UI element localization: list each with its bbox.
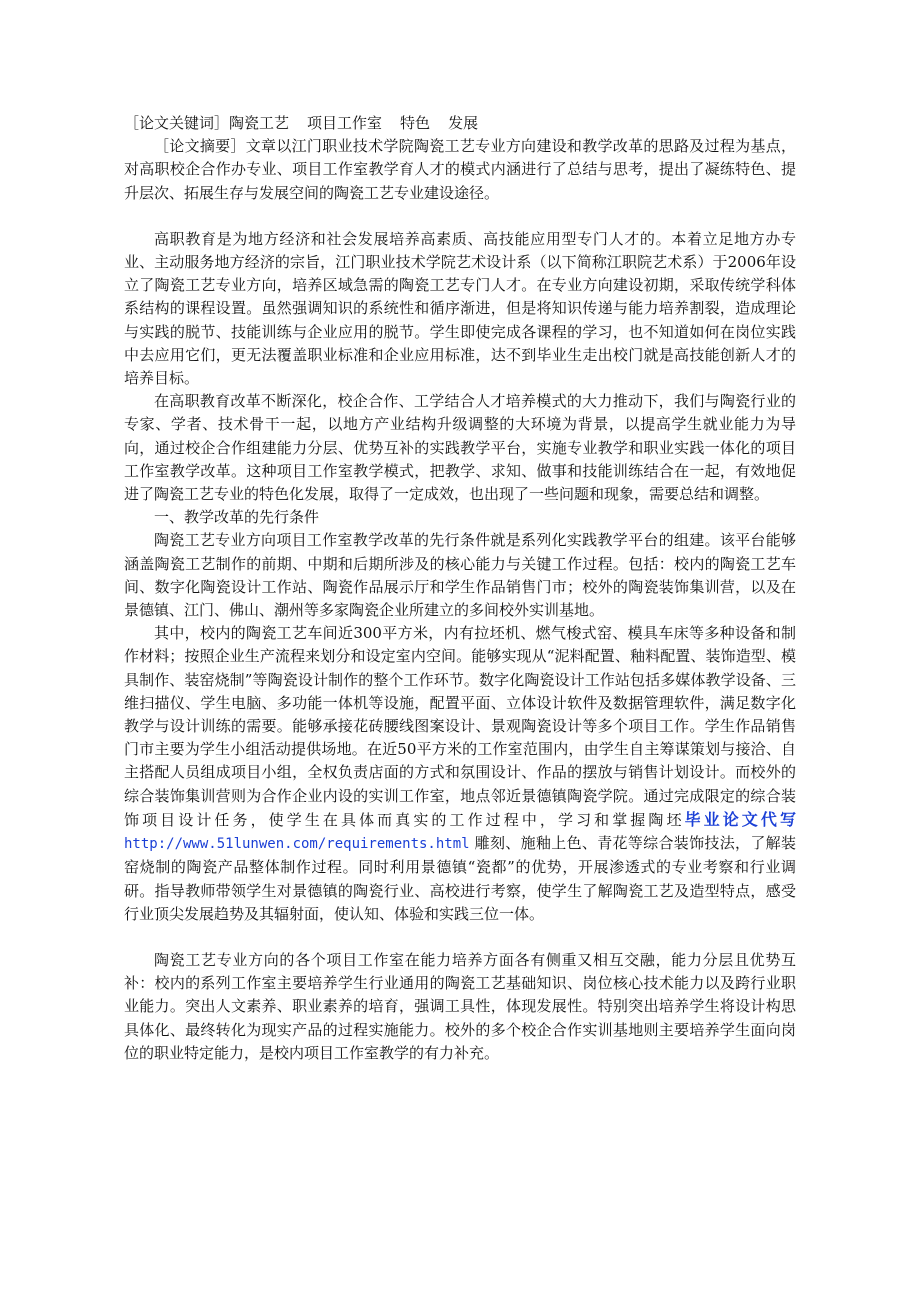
promo-link-url[interactable]: http://www.51lunwen.com/requirements.html xyxy=(124,836,470,853)
keyword-item: 项目工作室 xyxy=(307,114,383,132)
keyword-item: 发展 xyxy=(448,114,479,132)
abstract-label: ［论文摘要］ xyxy=(154,137,246,156)
keyword-item: 陶瓷工艺 xyxy=(229,114,290,132)
keywords-label: ［论文关键词］ xyxy=(124,114,230,132)
abstract-text: 文章以江门职业技术学院陶瓷工艺专业方向建设和教学改革的思路及过程为基点，对高职校企合作办专业、项目工作室教学育人才的模式内涵进行了总结与思考，提出了凝练特色、提升层次、拓展生存与发展空间的陶瓷工艺专业建设途径。 xyxy=(124,137,796,202)
promo-link-text[interactable]: 毕业论文代写 xyxy=(684,809,796,829)
abstract-paragraph xyxy=(124,135,796,205)
paragraph-4-text-b: 雕刻、施釉上色、青花等综合装饰技法，了解装窑烧制的陶瓷产品整体制作过程。同时利用景德镇“瓷都”的优势，开展渗透式的专业考察和行业调研。指导教师带领学生对景德镇的陶瓷行业、高校进行考察，使学生了解陶瓷工艺及造型特点，感受行业顶尖发展趋势及其辐射面，使认知、体验和实践三位一体。 xyxy=(124,834,796,923)
paragraph-spacer xyxy=(124,205,796,228)
keywords-line xyxy=(124,112,796,135)
body-paragraph-4 xyxy=(124,622,796,926)
section-heading-1: 一、教学改革的先行条件 xyxy=(154,508,320,527)
keyword-item: 特色 xyxy=(400,114,431,132)
paragraph-4-text-a: 其中，校内的陶瓷工艺车间近300平方米，内有拉坯机、燃气梭式窑、模具车床等多种设备和制作材料；按照企业生产流程来划分和设定室内空间。能够实现从“泥料配置、釉料配置、装饰造型、模具制作、装窑烧制”等陶瓷设计制作的整个工作环节。数字化陶瓷设计工作站包括多媒体教学设备、三维扫描仪、学生电脑、多功能一体机等设施，配置平面、立体设计软件及数据管理软件，满足数字化教学与设计训练的需要。能够承接花砖腰线图案设计、景观陶瓷设计等多个项目工作。学生作品销售门市主要为学生小组活动提供场地。在近50平方米的工作室范围内，由学生自主筹谋策划与接洽、自主搭配人员组成项目小组，全权负责店面的方式和氛围设计、作品的摆放与销售计划设计。而校外的综合装饰集训营则为合作企业内设的实训工作室，地点邻近景德镇陶瓷学院。通过完成限定的综合装饰项目设计任务，使学生在具体而真实的工作过程中，学习和掌握陶坯 xyxy=(124,624,796,829)
body-paragraph-5: 陶瓷工艺专业方向的各个项目工作室在能力培养方面各有侧重又相互交融，能力分层且优势互补：校内的系列工作室主要培养学生行业通用的陶瓷工艺基础知识、岗位核心技术能力以及跨行业职业能力。突出人文素养、职业素养的培育，强调工具性，体现发展性。特别突出培养学生将设计构思具体化、最终转化为现实产品的过程实施能力。校外的多个校企合作实训基地则主要培养学生面向岗位的职业特定能力，是校内项目工作室教学的有力补充。 xyxy=(124,950,796,1062)
body-paragraph-2: 在高职教育改革不断深化，校企合作、工学结合人才培养模式的大力推动下，我们与陶瓷行业的专家、学者、技术骨干一起，以地方产业结构升级调整的大环境为背景，以提高学生就业能力为导向，通过校企合作组建能力分层、优势互补的实践教学平台，实施专业教学和职业实践一体化的项目工作室教学改革。这种项目工作室教学模式，把教学、求知、做事和技能训练结合在一起，有效地促进了陶瓷工艺专业的特色化发展，取得了一定成效，也出现了一些问题和现象，需要总结和调整。 xyxy=(124,392,796,504)
paragraph-spacer xyxy=(124,926,796,949)
body-paragraph-1: 高职教育是为地方经济和社会发展培养高素质、高技能应用型专门人才的。本着立足地方办专业、主动服务地方经济的宗旨，江门职业技术学院艺术设计系（以下简称江职院艺术系）于2006年设立了陶瓷工艺专业方向，培养区域急需的陶瓷工艺专门人才。在专业方向建设初期，采取传统学科体系结构的课程设置。虽然强调知识的系统性和循序渐进，但是将知识传递与能力培养割裂，造成理论与实践的脱节、技能训练与企业应用的脱节。学生即使完成各课程的学习，也不知道如何在岗位实践中去应用它们，更无法覆盖职业标准和企业应用标准，达不到毕业生走出校门就是高技能创新人才的培养目标。 xyxy=(124,229,796,388)
body-paragraph-3: 陶瓷工艺专业方向项目工作室教学改革的先行条件就是系列化实践教学平台的组建。该平台能够涵盖陶瓷工艺制作的前期、中期和后期所涉及的核心能力与关键工作过程。包括：校内的陶瓷工艺车间、数字化陶瓷设计工作站、陶瓷作品展示厅和学生作品销售门市；校外的陶瓷装饰集训营，以及在景德镇、江门、佛山、潮州等多家陶瓷企业所建立的多间校外实训基地。 xyxy=(124,531,796,620)
document-page xyxy=(124,112,796,1065)
